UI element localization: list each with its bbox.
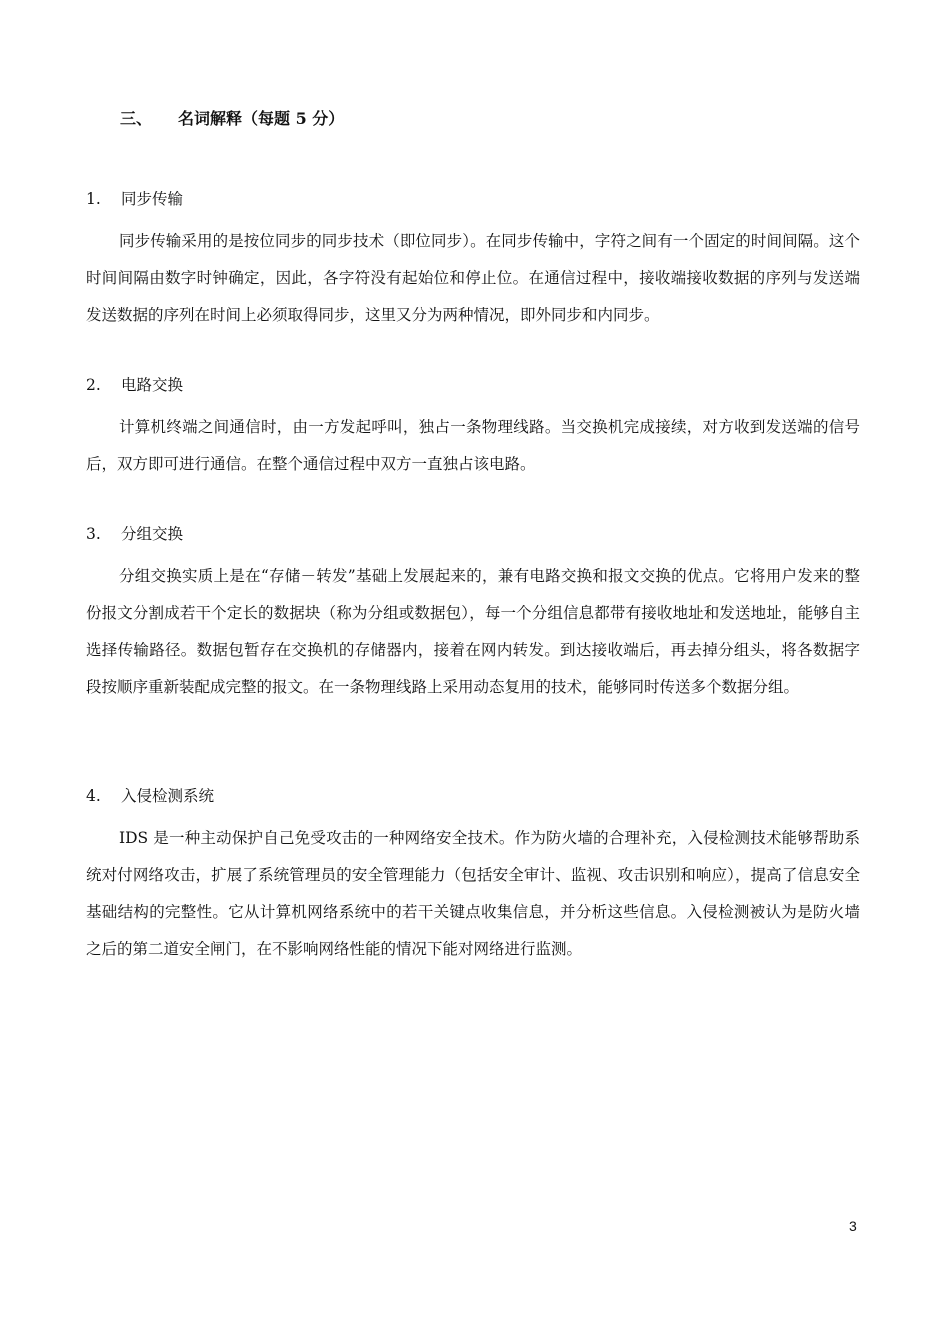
term-heading [86,372,860,398]
term-title: 电路交换 [121,376,184,394]
term-index: 4. [86,787,101,805]
term-heading [86,521,860,547]
section-heading [120,106,344,132]
page-number: 3 [849,1218,857,1234]
term-item-packet-switching [86,521,860,706]
term-index: 2. [86,376,101,394]
term-heading [86,186,860,212]
term-item-circuit-switching [86,372,860,483]
term-title: 入侵检测系统 [121,787,215,805]
term-definition: IDS 是一种主动保护自己免受攻击的一种网络安全技术。作为防火墙的合理补充，入侵检测技术能够帮助系统对付网络攻击，扩展了系统管理员的安全管理能力（包括安全审计、监视、攻击识别和响应），提高了信息安全基础结构的完整性。它从计算机网络系统中的若干关键点收集信息，并分析这些信息。入侵检测被认为是防火墙之后的第二道安全闸门，在不影响网络性能的情况下能对网络进行监测。 [86,829,860,958]
term-title: 同步传输 [121,190,184,208]
term-definition: 分组交换实质上是在“存储－转发”基础上发展起来的，兼有电路交换和报文交换的优点。它将用户发来的整份报文分割成若干个定长的数据块（称为分组或数据包），每一个分组信息都带有接收地址和发送地址，能够自主选择传输路径。数据包暂存在交换机的存储器内，接着在网内转发。到达接收端后，再去掉分组头，将各数据字段按顺序重新装配成完整的报文。在一条物理线路上采用动态复用的技术，能够同时传送多个数据分组。 [86,567,860,696]
term-index: 3. [86,525,101,543]
term-item-intrusion-detection-system [86,783,860,968]
term-index: 1. [86,190,101,208]
term-item-synchronous-transmission [86,186,860,334]
section-number: 三、 [120,109,153,128]
term-definition: 计算机终端之间通信时，由一方发起呼叫，独占一条物理线路。当交换机完成接续，对方收到发送端的信号后，双方即可进行通信。在整个通信过程中双方一直独占该电路。 [86,418,860,473]
term-title: 分组交换 [121,525,184,543]
term-definition: 同步传输采用的是按位同步的同步技术（即位同步）。在同步传输中，字符之间有一个固定的时间间隔。这个时间间隔由数字时钟确定，因此，各字符没有起始位和停止位。在通信过程中，接收端接收数据的序列与发送端发送数据的序列在时间上必须取得同步，这里又分为两种情况，即外同步和内同步。 [86,232,860,324]
section-title: 名词解释（每题 5 分） [178,109,345,128]
term-heading [86,783,860,809]
